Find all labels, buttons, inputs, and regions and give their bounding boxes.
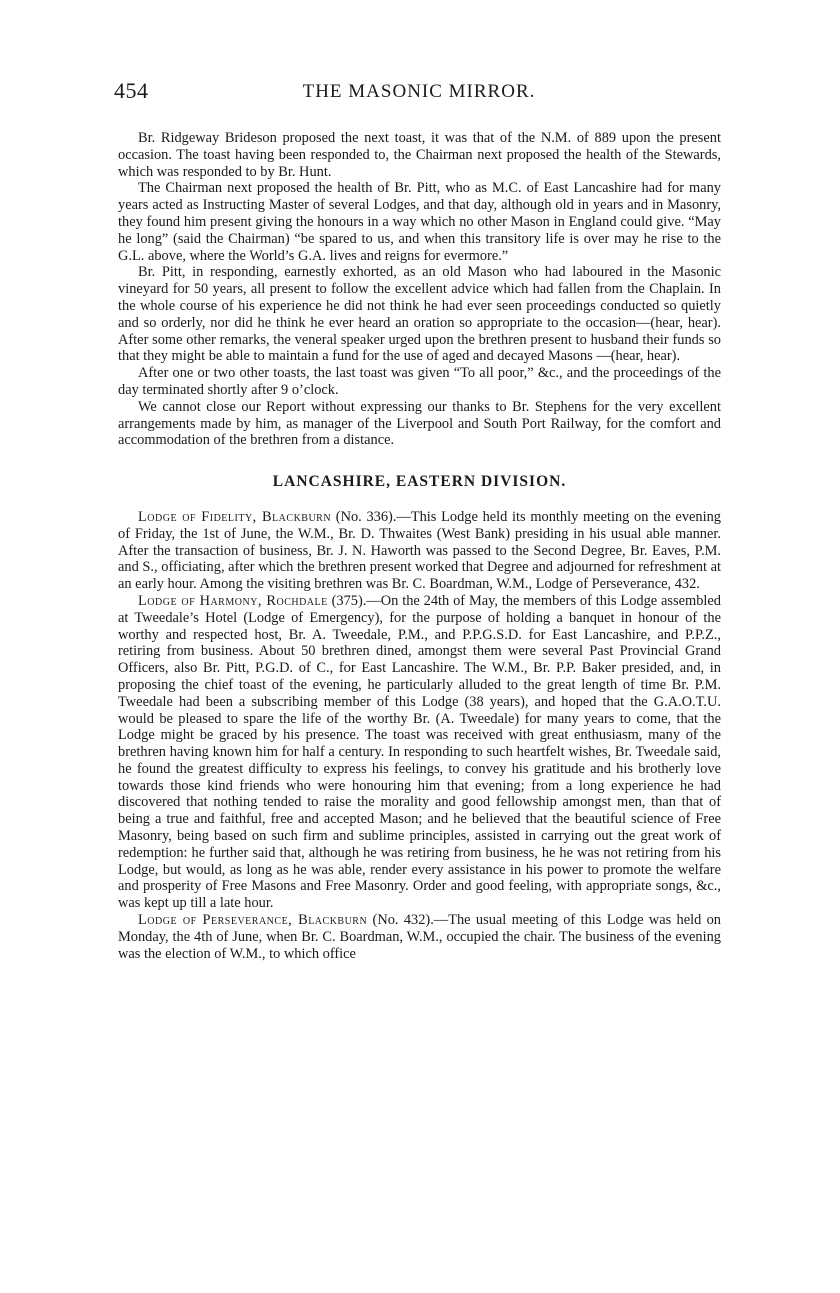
lodge-report-text: (375).—On the 24th of May, the members of this Lodge assembled at Tweedale’s Hotel (Lodge of Emergency), for the purpose of holding a banquet in honour of the worthy and respected host, Br. A. Tweedale, P.M., and P.P.G.S.D. for East Lancashire, and P.P.Z., retiring from business. About 50 brethren dined, amongst them were several Past Provincial Grand Officers, also Br. Pitt, P.G.D. of C., for East Lancashire. The W.M., Br. P.P. Baker presided, and, in proposing the chief toast of the evening, he particularly alluded to the great length of time Br. P.M. Tweedale had been a subscribing member of this Lodge (38 years), and hoped that the G.A.O.T.U. would be pleased to spare the life of the worthy Br. (A. Tweedale) for many years to come, that the Lodge might be graced by his presence. The toast was received with great enthusiasm, many of the brethren having known him for half a century. In responding to such heartfelt wishes, Br. Tweedale said, he found the greatest difficulty to express his feelings, to convey his gratitude and his brotherly love towards those kind friends who were honouring him that evening; from a long experience he had discovered that nothing tended to raise the morality and good fellowship amongst men, than that of being a true and faithful, free and accepted Mason; and he believed that the beautiful science of Free Masonry, being based on such firm and sublime principles, assisted in carrying out the great work of redemption: he further said that, although he was retiring from business, he he was not retiring from his Lodge, but would, as long as he was able, render every assistance in his power to promote the welfare and prosperity of Free Masons and Free Masonry. Order and good feeling, with appropriate songs, &c., was kept up till a late hour. — [118, 592, 721, 912]
lodge-report — [118, 509, 721, 593]
section-heading: LANCASHIRE, EASTERN DIVISION. — [272, 473, 567, 491]
paragraph: Br. Ridgeway Brideson proposed the next toast, it was that of the N.M. of 889 upon the present occasion. The toast having been responded to, the Chairman next proposed the health of the Stewards, which was responded to by Br. Hunt. — [118, 130, 721, 180]
paragraph: We cannot close our Report without expressing our thanks to Br. Stephens for the very excellent arrangements made by him, as manager of the Liverpool and South Port Railway, for the comfort and accommodation of the brethren from a distance. — [118, 398, 721, 449]
page-header — [114, 78, 724, 114]
lodge-report-text: (No. 336).—This Lodge held its monthly meeting on the evening of Friday, the 1st of June, the W.M., Br. D. Thwaites (West Bank) presiding in his usual able manner. After the transaction of business, Br. J. N. Haworth was passed to the Second Degree, Br. Eaves, P.M. and S., officiating, after which the brethren present worked that Degree and adjourned for refreshment at an early hour. Among the visiting brethren was Br. C. Boardman, W.M., Lodge of Perseverance, 432. — [118, 508, 721, 593]
lodge-report — [118, 593, 721, 912]
lodge-report-text: (No. 432).—The usual meeting of this Lodge was held on Monday, the 4th of June, when Br. C. Boardman, W.M., occupied the chair. The business of the evening was the election of W.M., to which office — [118, 912, 722, 962]
lodge-name: Lodge of Harmony, Rochdale — [138, 592, 328, 609]
lodge-name: Lodge of Fidelity, Blackburn — [138, 508, 332, 525]
paragraph: The Chairman next proposed the health of Br. Pitt, who as M.C. of East Lancashire had for many years acted as Instructing Master of several Lodges, and that day, although old in years and in Masonry, they found him present giving the honours in a way which no other Mason in England could give. “May he long” (said the Chairman) “be spared to us, and when this transitory life is over may he rise to the G.L. above, where the World’s G.A. lives and reigns for evermore.” — [118, 180, 721, 264]
lodge-report — [118, 912, 721, 962]
page-number: 454 — [114, 78, 149, 103]
lodge-name: Lodge of Perseverance, Blackburn — [138, 912, 368, 929]
paragraph: After one or two other toasts, the last toast was given “To all poor,” &c., and the proceedings of the day terminated shortly after 9 o’clock. — [118, 365, 721, 398]
running-title: THE MASONIC MIRROR. — [302, 81, 536, 102]
paragraph: Br. Pitt, in responding, earnestly exhorted, as an old Mason who had laboured in the Masonic vineyard for 50 years, all present to follow the excellent advice which had fallen from the Chaplain. In the whole course of his experience he did not think he had ever seen proceedings conducted so quietly and so orderly, nor did he think he ever heard an oration so appropriate to the occasion—(hear, hear). After some other remarks, the veneral speaker urged upon the brethren present to husband their funds so that they might be able to maintain a fund for the use of aged and decayed Masons —(hear, hear). — [118, 264, 721, 365]
article-body — [118, 130, 721, 962]
